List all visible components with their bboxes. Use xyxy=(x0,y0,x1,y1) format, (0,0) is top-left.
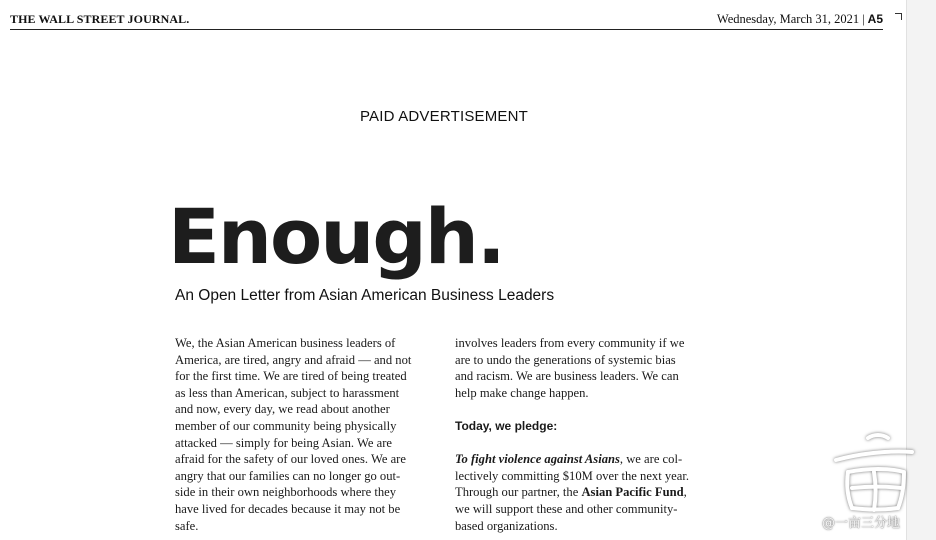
text-line: afraid for the safety of our loved ones. We are xyxy=(175,452,406,467)
watermark-text: @一亩三分地 xyxy=(822,516,901,531)
paragraph-gap xyxy=(455,401,717,418)
column-1-paragraph xyxy=(175,335,437,534)
issue-date: Wednesday, March 31, 2021 xyxy=(716,12,860,26)
text-line: member of our community being physically xyxy=(175,418,397,433)
pledge-line-3-pre: Through our partner, the xyxy=(455,485,582,500)
paid-advertisement-label: PAID ADVERTISEMENT xyxy=(359,108,529,125)
pledge-line-3-post: , xyxy=(683,485,687,500)
pledge-line-1-rest: , we are col- xyxy=(619,452,683,467)
page-number: A5 xyxy=(867,12,883,26)
publication-name: THE WALL STREET JOURNAL. xyxy=(10,12,190,26)
paragraph-gap xyxy=(455,435,717,452)
body-column-2 xyxy=(455,335,717,534)
text-line: for the first time. We are tired of being treated xyxy=(175,369,407,384)
pledge-heading: Today, we pledge: xyxy=(455,418,558,433)
text-line: involves leaders from every community if we xyxy=(455,336,685,350)
text-line: are to undo the generations of systemic bias xyxy=(455,352,676,367)
text-line xyxy=(455,484,717,501)
pledge-emphasis: To fight violence against Asians xyxy=(455,452,620,467)
text-line: and racism. We are business leaders. We can xyxy=(455,369,679,384)
text-line: side in their own neighborhoods where they xyxy=(175,485,397,500)
body-column-1 xyxy=(175,335,437,534)
text-line xyxy=(455,451,717,468)
text-line: and now, every day, we read about another xyxy=(175,402,390,417)
pledge-heading-paragraph xyxy=(455,418,717,435)
text-line: have lived for decades because it may not be xyxy=(175,501,401,516)
text-line: based organizations. xyxy=(455,518,558,533)
text-line: as less than American, subject to harassment xyxy=(175,385,400,400)
ad-subheadline: An Open Letter from Asian American Business Leaders xyxy=(175,287,555,304)
text-line: America, are tired, angry and afraid — and not xyxy=(175,352,412,367)
text-line: we will support these and other community- xyxy=(455,501,678,516)
ad-headline: Enough. xyxy=(168,192,504,281)
column-2-intro-paragraph xyxy=(455,335,717,401)
crop-mark-icon xyxy=(895,13,902,20)
pledge-paragraph xyxy=(455,451,717,534)
masthead-date-area xyxy=(717,12,883,27)
masthead-separator: | xyxy=(862,12,865,26)
asian-pacific-fund-name: Asian Pacific Fund xyxy=(581,485,684,500)
text-line: angry that our families can no longer go out- xyxy=(175,468,401,483)
text-line: lectively committing $10M over the next year. xyxy=(455,468,689,483)
text-line: We, the Asian American business leaders of xyxy=(175,336,396,350)
text-line: attacked — simply for being Asian. We are xyxy=(175,435,392,450)
text-line: safe. xyxy=(175,518,199,533)
masthead xyxy=(10,10,883,30)
text-line: help make change happen. xyxy=(455,385,589,400)
